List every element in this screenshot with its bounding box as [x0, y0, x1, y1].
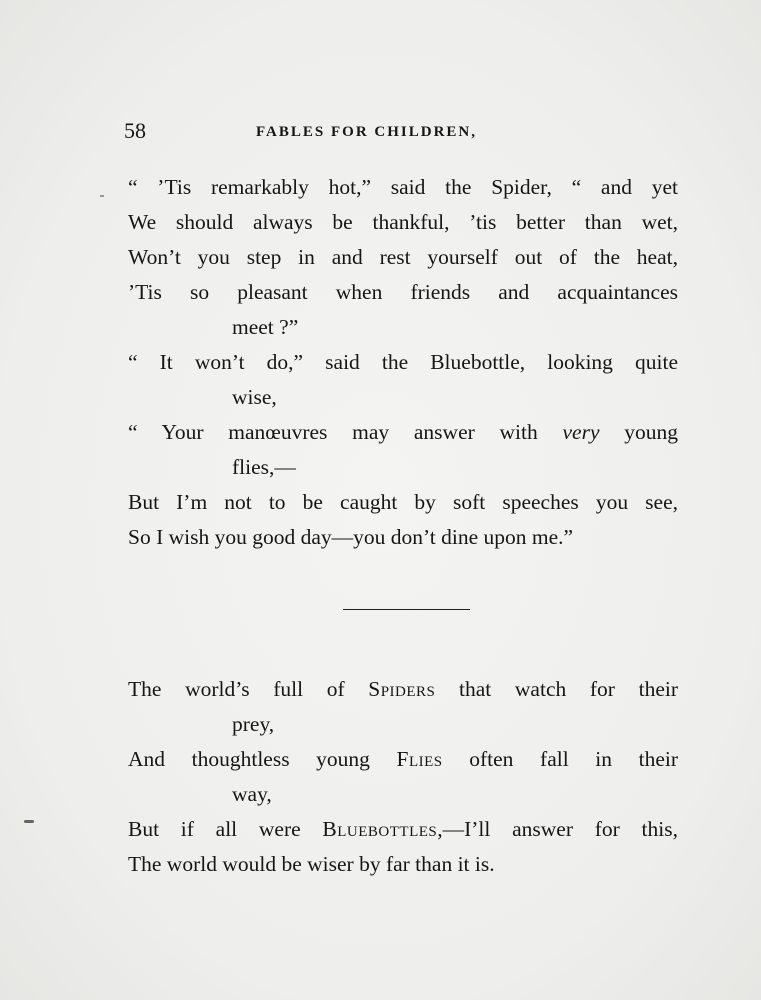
section-divider [343, 609, 470, 610]
page-number: 58 [124, 118, 146, 143]
verse-line-continuation: flies,— [232, 455, 296, 479]
small-caps-word: Bluebottles [322, 817, 438, 841]
verse-text: ,—I’ll answer for this, [437, 817, 678, 841]
verse-line-continuation: wise, [232, 385, 277, 409]
verse-text: often fall in their [442, 747, 678, 771]
verse-line [128, 812, 678, 847]
small-caps-word: Flies [396, 747, 443, 771]
verse-line: The world would be wiser by far than it is. [128, 852, 495, 876]
verse-line-continuation: way, [232, 782, 272, 806]
running-head: FABLES FOR CHILDREN, [256, 124, 477, 140]
verse-text: “ Your manœuvres may answer with [128, 420, 563, 444]
verse-text: But if all were [128, 817, 323, 841]
print-speck [100, 195, 104, 197]
emphasized-word: very [562, 420, 600, 444]
small-caps-word: Spiders [368, 677, 436, 701]
verse-line: So I wish you good day—you don’t dine upon me.” [128, 525, 574, 549]
dialogue-stanza [128, 170, 688, 555]
verse-line-continuation: meet ?” [232, 315, 299, 339]
verse-line: Won’t you step in and rest yourself out of the heat, [128, 245, 678, 269]
verse-line: “ It won’t do,” said the Bluebottle, looking quite [128, 350, 678, 374]
verse-line-continuation: prey, [232, 712, 275, 736]
verse-text: that watch for their [435, 677, 678, 701]
verse-line: “ ’Tis remarkably hot,” said the Spider, “ and yet [128, 175, 678, 199]
print-speck [24, 820, 34, 823]
verse-text: The world’s full of [128, 677, 369, 701]
verse-line: But I’m not to be caught by soft speeches you see, [128, 490, 678, 514]
moral-stanza [128, 672, 688, 882]
verse-line [128, 742, 678, 777]
verse-line: We should always be thankful, ’tis better than wet, [128, 210, 678, 234]
verse-text: And thoughtless young [128, 747, 397, 771]
verse-line [128, 415, 678, 450]
verse-line [128, 672, 678, 707]
verse-text: young [599, 420, 678, 444]
page-header [124, 118, 684, 148]
verse-line: ’Tis so pleasant when friends and acquaintances [128, 280, 678, 304]
